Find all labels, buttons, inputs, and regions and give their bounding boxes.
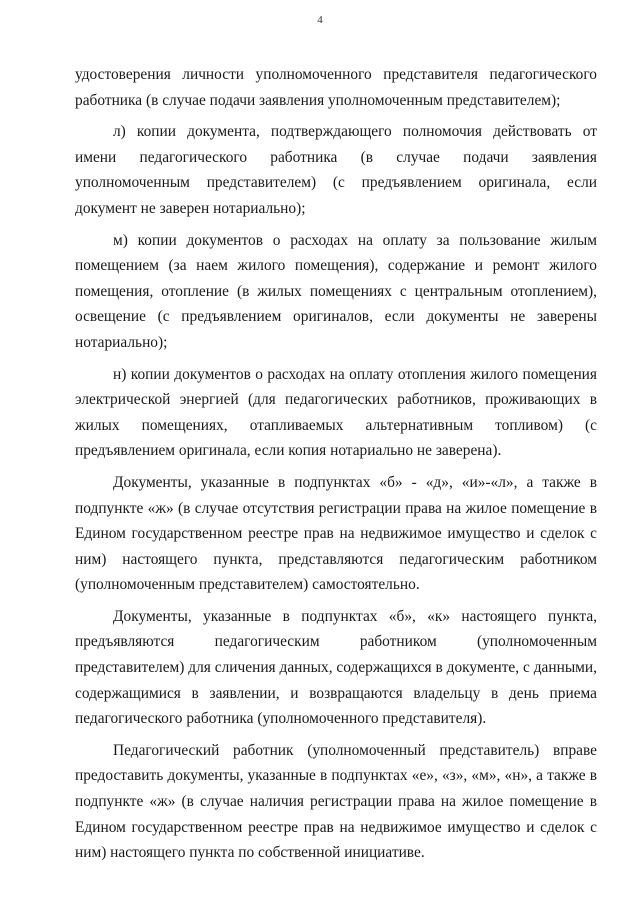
document-body (75, 62, 597, 872)
page-number: 4 (317, 14, 323, 26)
paragraph-documents-presented: Документы, указанные в подпунктах «б», «к» настоящего пункта, предъявляются педагогическим работником (уполномоченным представителем) для сличения данных, содержащихся в документе, с данными, содержащимися в заявлении, и возвращаются владельцу в день приема педагогического работника (уполномоченного представителя). (75, 607, 597, 728)
paragraph-item-n: н) копии документов о расходах на оплату отопления жилого помещения электрической энергией (для педагогических работников, проживающих в жилых помещениях, отапливаемых альтернативным топливом) (с предъявлением оригинала, если копия нотариально не заверена). (75, 365, 597, 460)
paragraph-item-m: м) копии документов о расходах на оплату за пользование жилым помещением (за наем жилого помещения), содержание и ремонт жилого помещения, отопление (в жилых помещениях с центральным отоплением), освещение (с предъявлением оригиналов, если документы не заверены нотариально); (75, 231, 597, 351)
paragraph-documents-submitted: Документы, указанные в подпунктах «б» - «д», «и»-«л», а также в подпункте «ж» (в случае отсутствия регистрации права на жилое помещение в Едином государственном реестре прав на недвижимое имущество и сделок с ним) настоящего пункта, представляются педагогическим работником (уполномоченным представителем) самостоятельно. (75, 473, 597, 594)
paragraph-continuation: удостоверения личности уполномоченного представителя педагогического работника (в случае подачи заявления уполномоченным представителем); (75, 66, 597, 109)
paragraph-own-initiative: Педагогический работник (уполномоченный представитель) вправе предоставить документы, указанные в подпунктах «е», «з», «м», «н», а также в подпункте «ж» (в случае наличия регистрации права на жилое помещение в Едином государственном реестре прав на недвижимое имущество и сделок с ним) настоящего пункта по собственной инициативе. (75, 741, 597, 862)
paragraph-item-l: л) копии документа, подтверждающего полномочия действовать от имени педагогического работника (в случае подачи заявления уполномоченным представителем) (с предъявлением оригинала, если документ не заверен нотариально); (75, 123, 597, 217)
